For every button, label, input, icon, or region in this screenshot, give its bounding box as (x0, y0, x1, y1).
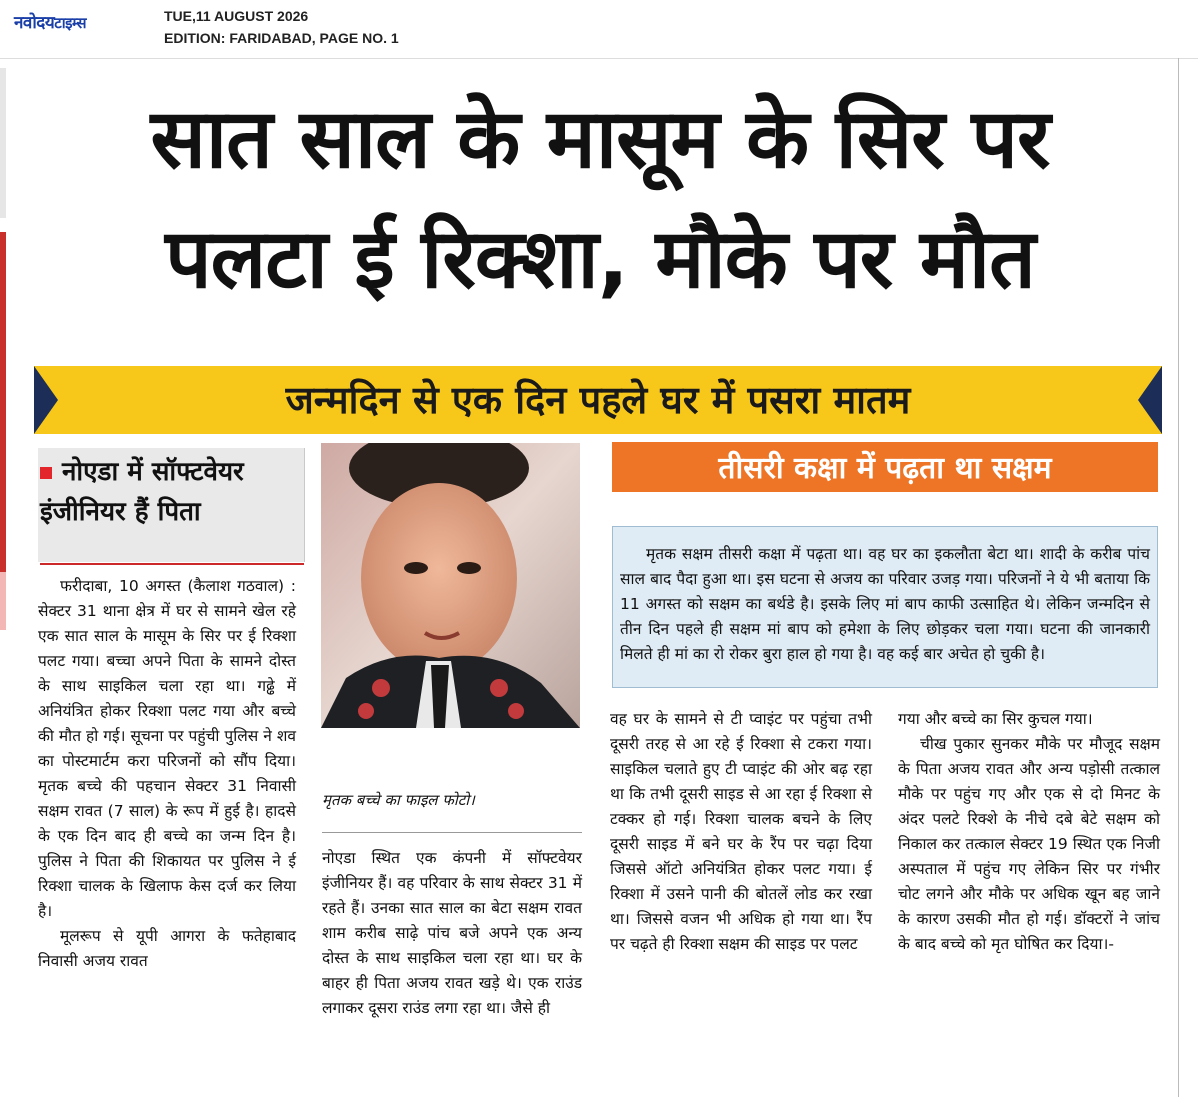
page-header (0, 0, 1198, 59)
headline-line-1: सात साल के मासूम के सिर पर (150, 92, 1050, 187)
caption-rule (322, 832, 582, 833)
side-heading-text: नोएडा में सॉफ्टवेयर इंजीनियर हैं पिता (40, 457, 244, 527)
left-adjacent-column-gray (0, 68, 6, 218)
issue-date: TUE,11 AUGUST 2026 (164, 8, 309, 24)
subheadline: जन्मदिन से एक दिन पहले घर में पसरा मातम (285, 378, 911, 422)
column-4-paragraph-1: गया और बच्चे का सिर कुचल गया। (898, 710, 1093, 728)
side-heading-rule (40, 563, 304, 565)
column-1-paragraph-1: फरीदाबा, 10 अगस्त (कैलाश गठवाल) : सेक्टर 31 थाना क्षेत्र में घर से सामने खेल रहे एक सात साल के मासूम के सिर पर ई रिक्शा पलट गया। बच्चा अपने पिता के सामने दोस्त के साथ साइकिल चला रहा था। गढ्ढे में अनियंत्रित होकर रिक्शा पलट गया और बच्चे की मौत हो गई। सूचना पर पहुंची पुलिस ने शव का पोस्टमार्टम करा परिजनों को सौंप दिया। मृतक बच्चे की पहचान सेक्टर 31 निवासी सक्षम रावत (7 साल) के रूप में हुई है। हादसे के एक दिन बाद ही बच्चे का जन्म दिन है। पुलिस ने पिता की शिकायत पर पुलिस ने ई रिक्शा चालक के खिलाफ केस दर्ज कर लिया है। (38, 577, 296, 920)
photo-caption: मृतक बच्चे का फाइल फोटो। (322, 791, 475, 809)
left-adjacent-column-red (0, 232, 6, 582)
headline-line-2: पलटा ई रिक्शा, मौके पर मौत (165, 212, 1035, 307)
column-1-paragraph-2: मूलरूप से यूपी आगरा के फतेहाबाद निवासी अजय रावत (38, 927, 296, 970)
newspaper-logo[interactable] (14, 10, 86, 33)
edition-info: EDITION: FARIDABAD, PAGE NO. 1 (164, 30, 399, 46)
child-photo[interactable] (321, 443, 580, 728)
logo-main: नवोदय (14, 13, 55, 33)
box-title: तीसरी कक्षा में पढ़ता था सक्षम (718, 451, 1052, 486)
left-adjacent-column-pink (0, 572, 6, 630)
article-column-1 (38, 574, 296, 974)
article-column-2 (322, 846, 582, 1021)
column-3-paragraph: वह घर के सामने से टी प्वाइंट पर पहुंचा तभी दूसरी तरह से आ रहे ई रिक्शा से टकरा गया। साइकिल चलाते हुए टी प्वाइंट की ओर बढ़ रहा था कि तभी दूसरी साइड से आ रहा ई रिक्शा से टक्कर हो गई। रिक्शा चालक बचने के लिए दूसरी साइड में बने घर के रैंप पर चढ़ा दिया जिससे ऑटो अनियंत्रित होकर पलट गया। ई रिक्शा में उसने पानी की बोतलें लोड कर रखा था। जिससे वजन भी अधिक हो गया था। रैंप पर चढ़ते ही रिक्शा सक्षम की साइड पर पलट (610, 710, 872, 953)
red-square-bullet (40, 467, 52, 479)
article-column-3 (610, 707, 872, 957)
info-box-text: मृतक सक्षम तीसरी कक्षा में पढ़ता था। वह घर का इकलौता बेटा था। शादी के करीब पांच साल बाद पैदा हुआ था। इस घटना से अजय का परिवार उजड़ गया। परिजनों ने ये भी बताया कि 11 अगस्त को सक्षम का बर्थडे है। इसके लिए मां बाप काफी उत्साहित थे। लेकिन जन्मदिन से तीन दिन पहले ही सक्षम मां बाप को हमेशा के लिए छोड़कर चला गया। घटना की जानकारी मिलते ही मां का रो रोकर बुरा हाल हो गया है। वह कई बार अचेत हो चुकी है। (620, 545, 1150, 663)
next-story-headline-cropped (40, 1072, 1140, 1097)
column-2-paragraph: नोएडा स्थित एक कंपनी में सॉफ्टवेयर इंजीनियर हैं। वह परिवार के साथ सेक्टर 31 में रहते हैं। उनका सात साल का बेटा सक्षम रावत शाम करीब साढ़े पांच बजे अपने एक अन्य दोस्त के साथ साइकिल चला रहा था। घर के बाहर ही पिता अजय रावत खड़े थे। एक राउंड लगाकर दूसरा राउंड लगा रहा था। जैसे ही (322, 849, 582, 1017)
article-column-4 (898, 707, 1160, 957)
column-4-paragraph-2: चीख पुकार सुनकर मौके पर मौजूद सक्षम के पिता अजय रावत और अन्य पड़ोसी तत्काल मौके पर पहुंच गए और एक से दो मिनट के अंदर पलटे रिक्शे के नीचे दबे बेटे सक्षम को निकाल कर तत्काल सेक्टर 19 स्थित एक निजी अस्पताल में पहुंच गए लेकिन सिर पर गंभीर चोट लगने और मौके पर अधिक खून बह जाने के कारण उसकी मौत हो गई। डॉक्टरों ने जांच के बाद बच्चे को मृत घोषित कर दिया।- (898, 735, 1160, 953)
side-heading (40, 452, 300, 532)
logo-sub: टाइम्स (54, 14, 87, 32)
right-adjacent-column (1176, 58, 1198, 1097)
child-portrait-image (321, 443, 580, 728)
right-column-divider (1178, 58, 1179, 1097)
